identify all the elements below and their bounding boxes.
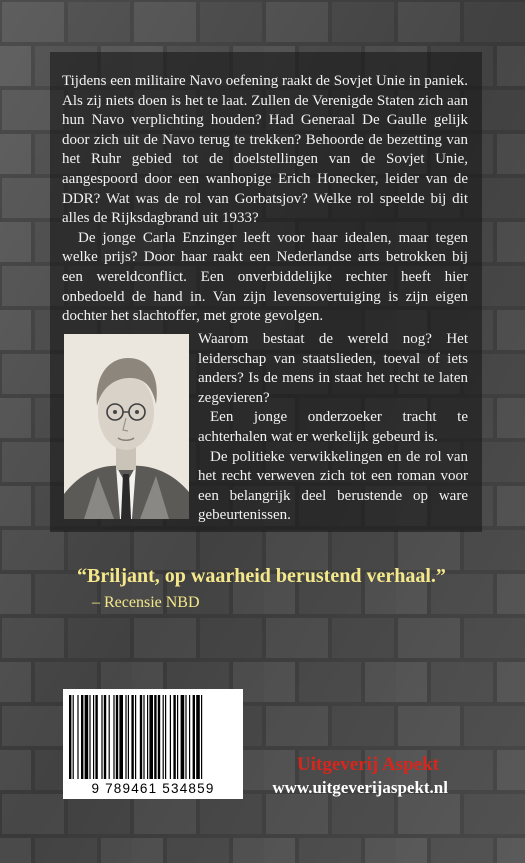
barcode-bar bbox=[85, 695, 89, 779]
synopsis-paragraph-1: Tijdens een militaire Navo oefening raakt de Sovjet Unie in paniek. Als zij niets doen is het te laat. Zullen de Verenigde Staten zich aan hun Navo verplichting houden? Had Generaal De Gaulle gelijk door zich uit de Navo terug te trekken? Behoorde de bezetting van het Ruhr gebied tot de doelstellingen van de Sovjet Unie, aangespoord door een wanhopige Erich Honecker, leider van de DDR? Wat was de rol van Gorbatsjov? Welke rol speelde bij dit alles de Rijksdagbrand uit 1933? bbox=[62, 73, 468, 227]
barcode-bar bbox=[173, 695, 175, 779]
synopsis-paragraph-4: Een jonge onderzoeker tracht te achterhalen wat er werkelijk gebeurd is. bbox=[198, 409, 468, 445]
publisher-website: www.uitgeverijaspekt.nl bbox=[272, 778, 448, 797]
isbn-digits: 9 789461 534859 bbox=[91, 781, 215, 796]
barcode-bar bbox=[81, 695, 83, 779]
synopsis-paragraph-5: De politieke verwikkelingen en de rol van het recht verweven zich tot een roman voor een belangrijk deel berustende op ware gebeurtenissen. bbox=[198, 448, 468, 524]
barcode-bar bbox=[131, 695, 133, 779]
barcode-bar bbox=[77, 695, 78, 779]
synopsis-paragraph-3: Waarom bestaat de wereld nog? Het leiderschap van staatslieden, toeval of iets anders? Is de mens in staat het recht te laten zegevieren? bbox=[198, 331, 468, 406]
barcode-bar bbox=[189, 695, 190, 779]
synopsis-paragraph-2: De jonge Carla Enzinger leeft voor haar idealen, maar tegen welke prijs? Door haar raakt een Nederlandse arts betrokken bij een wereldconflict. Een onverbiddelijke rechter heeft hier onbedoeld de hand in. Van zijn levensovertuiging is zijn eigen dochter het slachtoffer, met grote gevolgen. bbox=[62, 229, 468, 325]
barcode-bar bbox=[170, 695, 171, 779]
barcode-bar bbox=[185, 695, 186, 779]
barcode-bar bbox=[101, 695, 102, 779]
barcode-bar bbox=[140, 695, 142, 779]
author-portrait-icon bbox=[64, 334, 189, 519]
barcode-bar bbox=[143, 695, 144, 779]
barcode-bar bbox=[128, 695, 129, 779]
barcode-bar bbox=[163, 695, 164, 779]
barcode-bar bbox=[135, 695, 136, 779]
barcode-bar bbox=[95, 695, 97, 779]
barcode-bar bbox=[149, 695, 153, 779]
barcode-bar bbox=[158, 695, 160, 779]
synopsis bbox=[62, 72, 468, 327]
publisher-name: Uitgeverij Aspekt bbox=[297, 754, 439, 775]
barcode-bar bbox=[93, 695, 94, 779]
author-photo bbox=[64, 334, 189, 519]
barcode-bar bbox=[89, 695, 90, 779]
barcode-bar bbox=[181, 695, 185, 779]
barcode-bar bbox=[193, 695, 195, 779]
barcode-bar bbox=[154, 695, 156, 779]
review-attribution: – Recensie NBD bbox=[92, 594, 200, 611]
synopsis-continued bbox=[198, 330, 468, 526]
barcode-bar bbox=[116, 695, 118, 779]
barcode-bar bbox=[196, 695, 200, 779]
barcode-bar bbox=[119, 695, 123, 779]
isbn-barcode bbox=[63, 689, 243, 799]
barcode-bar bbox=[201, 695, 202, 779]
barcode-bar bbox=[109, 695, 110, 779]
barcode-bar bbox=[125, 695, 126, 779]
barcode-bar bbox=[69, 695, 71, 779]
barcode-bar bbox=[177, 695, 178, 779]
review-quote: “Briljant, op waarheid berustend verhaal.” bbox=[77, 565, 446, 587]
barcode-bar bbox=[147, 695, 148, 779]
barcode-bar bbox=[113, 695, 114, 779]
barcode-bar bbox=[73, 695, 74, 779]
barcode-bar bbox=[104, 695, 106, 779]
barcode-bar bbox=[165, 695, 166, 779]
